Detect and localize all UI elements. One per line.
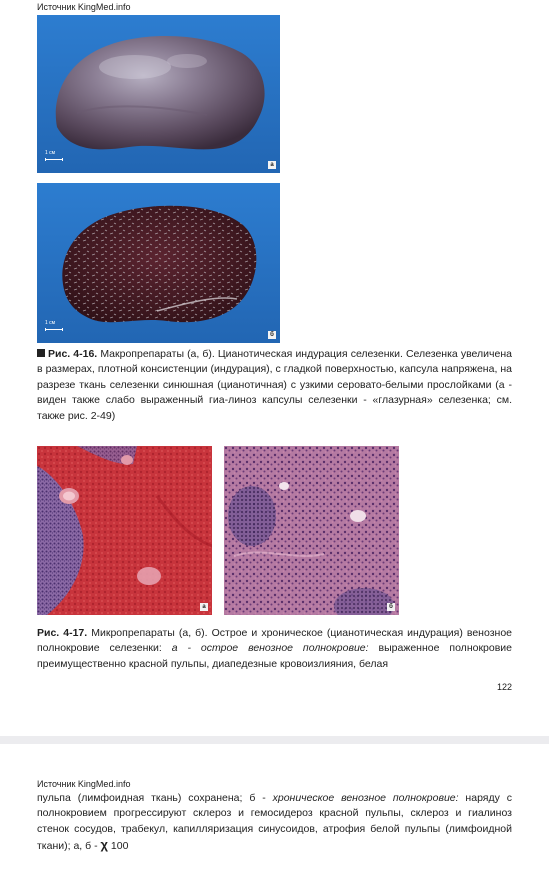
spleen-surface-photo — [37, 15, 280, 173]
panel-letter-a: а — [268, 161, 276, 169]
micrograph-chronic — [224, 446, 399, 615]
magnification-symbol: χ — [100, 837, 108, 853]
scale-bar: 1 см — [45, 321, 63, 331]
caption-text: выраженное полнокровие преимущественно красной пульпы, диапедезные кровоизлияния, белая — [37, 642, 513, 670]
caption-text: Микропрепараты (а, б). Острое и хроническое (цианотическая индурация) венозное полнокровие селезенки: — [37, 627, 512, 655]
source-label: Источник KingMed.info — [37, 2, 131, 12]
figure-4-17-caption — [37, 626, 512, 672]
caption-text: наряду с полнокровием прогрессируют склероз и гемосидероз красной пульпы, склероз и гиалиноз стенок сосудов, трабекул, капилляризация синусоидов, атрофия белой пульпы (лимфоидной ткани); а, б - — [37, 792, 512, 853]
caption-text: 100 — [107, 840, 129, 853]
source-label: Источник KingMed.info — [37, 779, 131, 789]
caption-bullet-icon — [37, 349, 45, 357]
micrograph-acute — [37, 446, 212, 615]
caption-italic: а - острое венозное полнокровие: — [171, 642, 369, 655]
figure-label: Рис. 4-17. — [37, 627, 88, 639]
panel-letter-a: а — [200, 603, 208, 611]
panel-letter-b: б — [387, 603, 395, 611]
caption-text: Макропрепараты (а, б). Цианотическая индурация селезенки. Селезенка увеличена в размерах, плотной консистенции (индурация), с гладкой поверхностью, капсула напряжена, на разрезе ткань селезенки синюшная (цианотичная) с узкими серовато-белыми прослойками (а - виден также слабо выраженный гиа-линоз капсулы селезенки - «глазурная» селезенка; см. также рис. 2-49) — [37, 348, 512, 422]
spleen-cut-surface-photo — [37, 183, 280, 343]
figure-label: Рис. 4-16. — [48, 348, 98, 360]
panel-letter-b: б — [268, 331, 276, 339]
scale-bar: 1 см — [45, 151, 63, 161]
caption-text: пульпа (лимфоидная ткань) сохранена; б - — [37, 792, 273, 804]
figure-4-17-caption-continuation — [37, 791, 512, 855]
figure-4-16-caption — [37, 347, 512, 424]
page-number: 122 — [496, 682, 512, 692]
caption-italic: хроническое венозное полнокровие: — [272, 792, 459, 804]
